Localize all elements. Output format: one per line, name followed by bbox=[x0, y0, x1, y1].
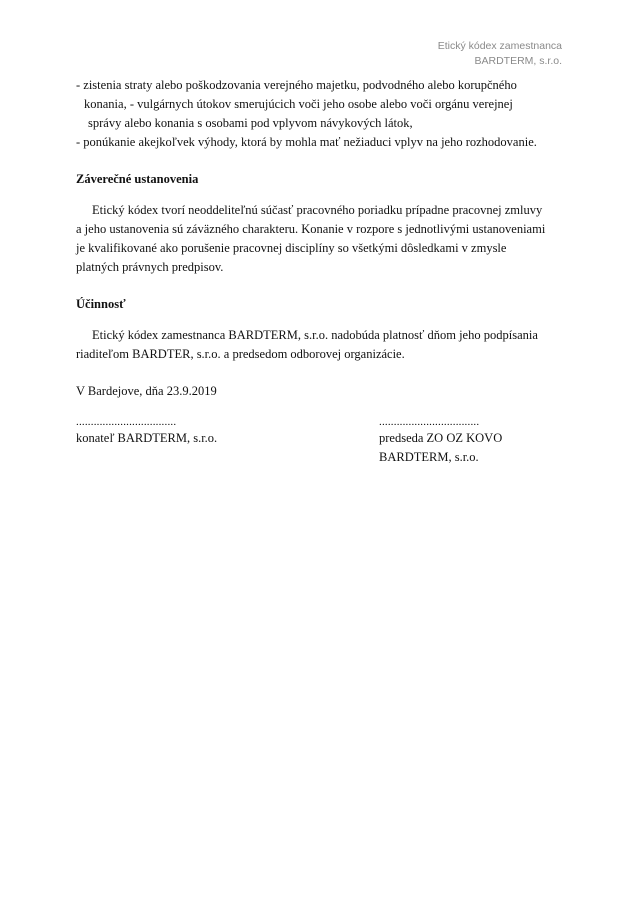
signature-title-right: predseda ZO OZ KOVO bbox=[379, 431, 503, 445]
signature-right bbox=[379, 415, 502, 467]
section-heading-effectiveness: Účinnosť bbox=[76, 297, 126, 311]
document-body bbox=[76, 76, 576, 401]
page-header bbox=[438, 39, 562, 69]
place-and-date: V Bardejove, dňa 23.9.2019 bbox=[76, 384, 217, 398]
section-heading-final-provisions: Záverečné ustanovenia bbox=[76, 172, 199, 186]
list-item-1: - zistenia straty alebo poškodzovania verejného majetku, podvodného alebo korupčného bbox=[76, 78, 517, 92]
paragraph-line: je kvalifikované ako porušenie pracovnej disciplíny so všetkými dôsledkami v zmysle bbox=[76, 241, 507, 255]
signature-title-left: konateľ BARDTERM, s.r.o. bbox=[76, 431, 218, 445]
header-company: BARDTERM, s.r.o. bbox=[474, 55, 562, 67]
signature-line: .................................. bbox=[76, 416, 177, 428]
signature-line: .................................. bbox=[379, 416, 480, 428]
signature-title-right-company: BARDTERM, s.r.o. bbox=[379, 450, 479, 464]
paragraph-line: a jeho ustanovenia sú záväzného charakteru. Konanie v rozpore s jednotlivými ustanoveniami bbox=[76, 222, 546, 236]
list-item-2: - ponúkanie akejkoľvek výhody, ktorá by mohla mať nežiaduci vplyv na jeho rozhodovanie. bbox=[76, 135, 537, 149]
list-item-1-cont: konania, - vulgárnych útokov smerujúcich voči jeho osobe alebo voči orgánu verejnej bbox=[84, 97, 513, 111]
header-title: Etický kódex zamestnanca bbox=[437, 40, 562, 52]
paragraph-line: riaditeľom BARDTER, s.r.o. a predsedom odborovej organizácie. bbox=[76, 347, 405, 361]
paragraph-line: Etický kódex zamestnanca BARDTERM, s.r.o. nadobúda platnosť dňom jeho podpísania bbox=[92, 328, 538, 342]
list-item-1-cont2: správy alebo konania s osobami pod vplyvom návykových látok, bbox=[88, 116, 413, 130]
signature-left bbox=[76, 415, 217, 448]
paragraph-line: Etický kódex tvorí neoddeliteľnú súčasť pracovného poriadku prípadne pracovnej zmluvy bbox=[92, 203, 543, 217]
paragraph-line: platných právnych predpisov. bbox=[76, 260, 224, 274]
